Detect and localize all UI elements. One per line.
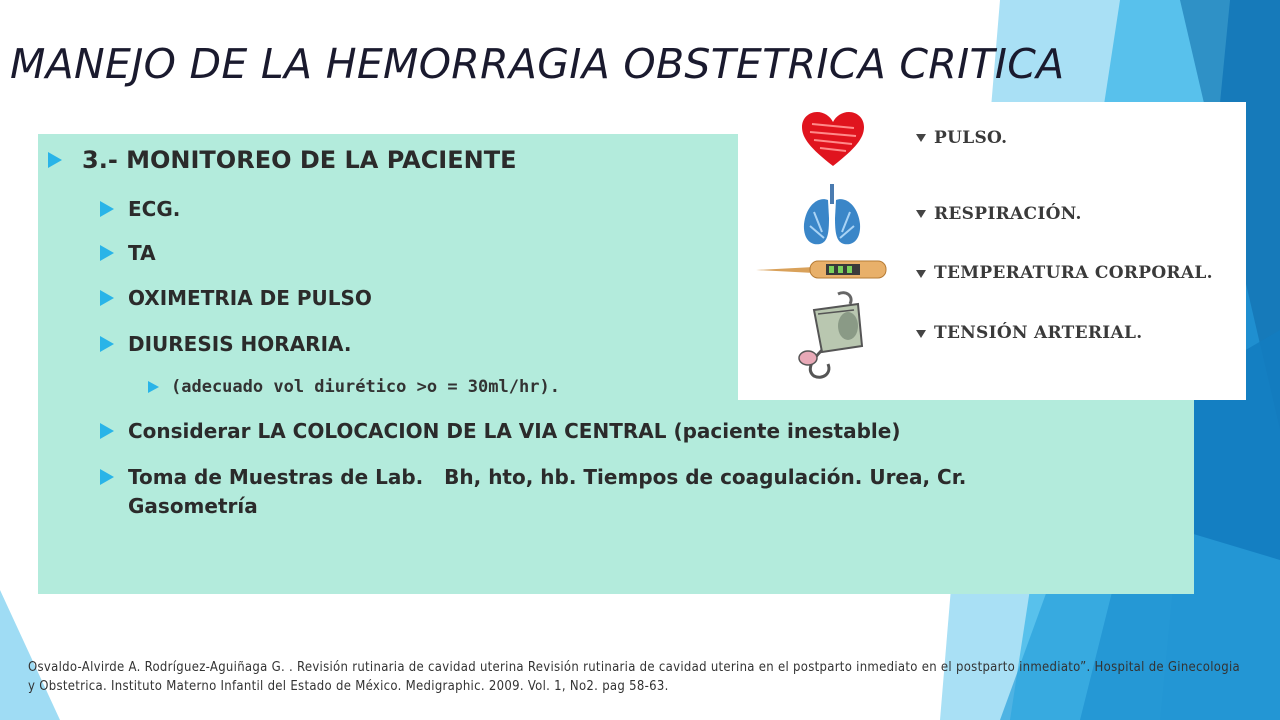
list-item-text: Considerar LA COLOCACION DE LA VIA CENTRAL (paciente inestable) <box>128 419 901 443</box>
sub-list-item-text: (adecuado vol diurético >o = 30ml/hr). <box>171 377 560 397</box>
vital-label-respiration: RESPIRACIÓN. <box>934 204 1082 224</box>
triangle-marker-icon <box>916 270 926 278</box>
list-item-text: ECG. <box>128 197 181 221</box>
section-heading <box>48 146 516 174</box>
vital-label-pulse: PULSO. <box>934 128 1008 148</box>
bullet-arrow-icon <box>148 381 159 393</box>
slide-title: MANEJO DE LA HEMORRAGIA OBSTETRICA CRITICA <box>10 40 1065 88</box>
lab-line-2: Gasometría <box>128 494 258 518</box>
bullet-arrow-icon <box>100 290 114 306</box>
triangle-marker-icon <box>916 210 926 218</box>
sub-list-item <box>148 376 560 398</box>
list-item-ecg <box>100 195 180 224</box>
lab-line-1: Toma de Muestras de Lab. Bh, hto, hb. Tiempos de coagulación. Urea, Cr. <box>128 465 967 489</box>
list-item-lab-samples <box>100 463 966 521</box>
list-item-text <box>128 463 966 521</box>
reference-footnote: Osvaldo-Alvirde A. Rodríguez-Aguiñaga G. . Revisión rutinaria de cavidad uterina Revisión rutinaria de cavidad uterina en el postparto inmediato en el postparto inmediato”. Hospital de Ginecologia y Obstetrica. Instituto Materno Infantil del Estado de México. Medigraphic. 2009. Vol. 1, No2. pag 58-63. <box>28 660 1240 694</box>
bullet-arrow-icon <box>100 336 114 352</box>
list-item-text: TA <box>128 241 156 265</box>
list-item-text: OXIMETRIA DE PULSO <box>128 286 372 310</box>
list-item-diuresis <box>100 330 351 359</box>
bullet-arrow-icon <box>48 152 62 168</box>
heart-icon <box>800 110 866 168</box>
list-item-ta <box>100 239 156 268</box>
triangle-marker-icon <box>916 134 926 142</box>
blood-pressure-cuff-icon <box>788 290 872 382</box>
vital-signs-panel <box>738 102 1246 400</box>
triangle-marker-icon <box>916 330 926 338</box>
vital-label-temperature: TEMPERATURA CORPORAL. <box>934 263 1213 283</box>
list-item-central-line <box>100 417 901 446</box>
lungs-icon <box>800 182 864 248</box>
bullet-arrow-icon <box>100 245 114 261</box>
thermometer-icon <box>754 256 888 282</box>
section-heading-text: 3.- MONITOREO DE LA PACIENTE <box>82 146 517 174</box>
vital-label-blood-pressure: TENSIÓN ARTERIAL. <box>934 323 1143 343</box>
bullet-arrow-icon <box>100 469 114 485</box>
list-item-text: DIURESIS HORARIA. <box>128 332 352 356</box>
bullet-arrow-icon <box>100 423 114 439</box>
list-item-oximetry <box>100 284 372 313</box>
bullet-arrow-icon <box>100 201 114 217</box>
